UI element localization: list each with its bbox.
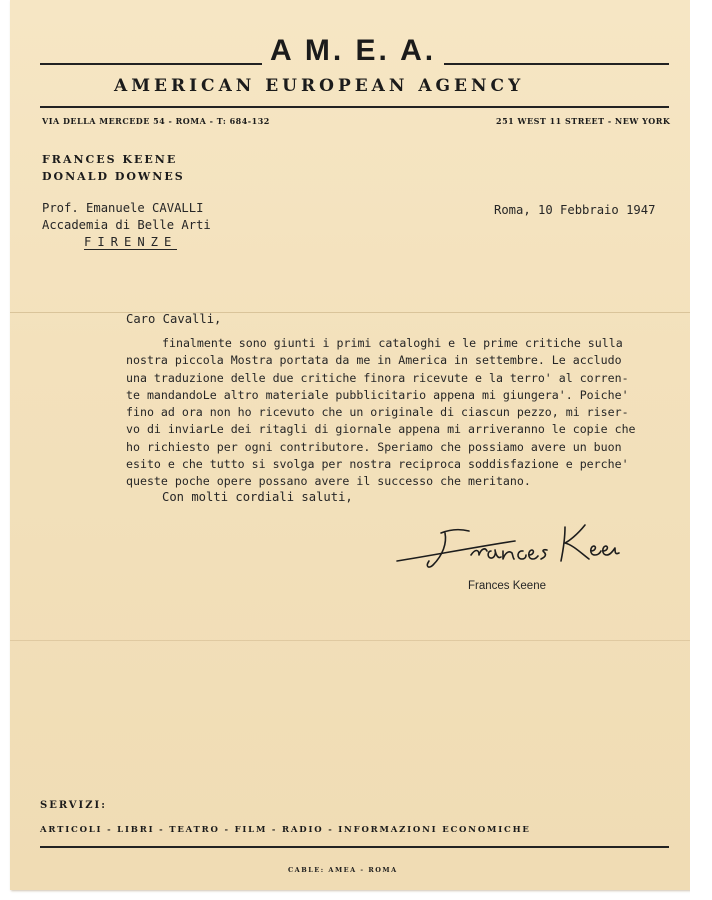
closing: Con molti cordiali saluti, <box>162 490 353 504</box>
letterhead-names <box>42 151 185 185</box>
body-line: fino ad ora non ho ricevuto che un originale di ciascun pezzo, mi riser- <box>126 405 629 420</box>
letter-date: Roma, 10 Febbraio 1947 <box>494 203 656 217</box>
header-rule-left <box>40 63 262 65</box>
footer-rule <box>40 846 669 848</box>
body-line: nostra piccola Mostra portata da me in America in settembre. Le accludo <box>126 353 622 368</box>
body-line: una traduzione delle due critiche finora ricevute e la terro' al corren- <box>126 370 629 385</box>
header-rule-right <box>444 63 669 65</box>
agency-name: AMERICAN EUROPEAN AGENCY <box>114 76 525 96</box>
body-line: queste poche opere possano avere il successo che meritano. <box>126 474 531 489</box>
body-line: finalmente sono giunti i primi cataloghi e le prime critiche sulla <box>162 336 623 350</box>
recipient-block <box>42 200 211 251</box>
body-line: ho richiesto per ogni contributore. Speriamo che possiamo avere un buon <box>126 439 622 454</box>
cable-address: CABLE: AMEA - ROMA <box>288 866 398 874</box>
name-donald-downes: DONALD DOWNES <box>42 170 185 183</box>
body-line: te mandandoLe altro materiale pubblicitario appena mi giungera'. Poiche' <box>126 387 629 402</box>
salutation: Caro Cavalli, <box>126 312 222 326</box>
letter-body <box>126 335 636 491</box>
services-list: ARTICOLI - LIBRI - TEATRO - FILM - RADIO - INFORMAZIONI ECONOMICHE <box>40 825 531 835</box>
recipient-institution: Accademia di Belle Arti <box>42 218 211 232</box>
address-new-york: 251 WEST 11 STREET - NEW YORK <box>496 116 671 126</box>
body-line: esito e che tutto si svolga per nostra reciproca soddisfazione e perche' <box>126 457 629 472</box>
fold-crease <box>10 312 692 313</box>
signer-name: Frances Keene <box>468 580 546 592</box>
agency-logo: A M. E. A. <box>270 34 437 67</box>
body-line: vo di inviarLe dei ritagli di giornale appena mi arriveranno le copie che <box>126 422 636 437</box>
page-margin <box>690 0 712 900</box>
name-frances-keene: FRANCES KEENE <box>42 153 178 166</box>
address-rome: VIA DELLA MERCEDE 54 - ROMA - T: 684-132 <box>42 116 270 126</box>
header-rule-full <box>40 106 669 108</box>
recipient-name: Prof. Emanuele CAVALLI <box>42 201 204 215</box>
fold-crease <box>10 640 692 641</box>
handwritten-signature <box>395 515 635 575</box>
recipient-city: FIRENZE <box>84 235 178 249</box>
recipient-city-wrap <box>42 234 211 251</box>
services-label: SERVIZI: <box>40 800 107 811</box>
